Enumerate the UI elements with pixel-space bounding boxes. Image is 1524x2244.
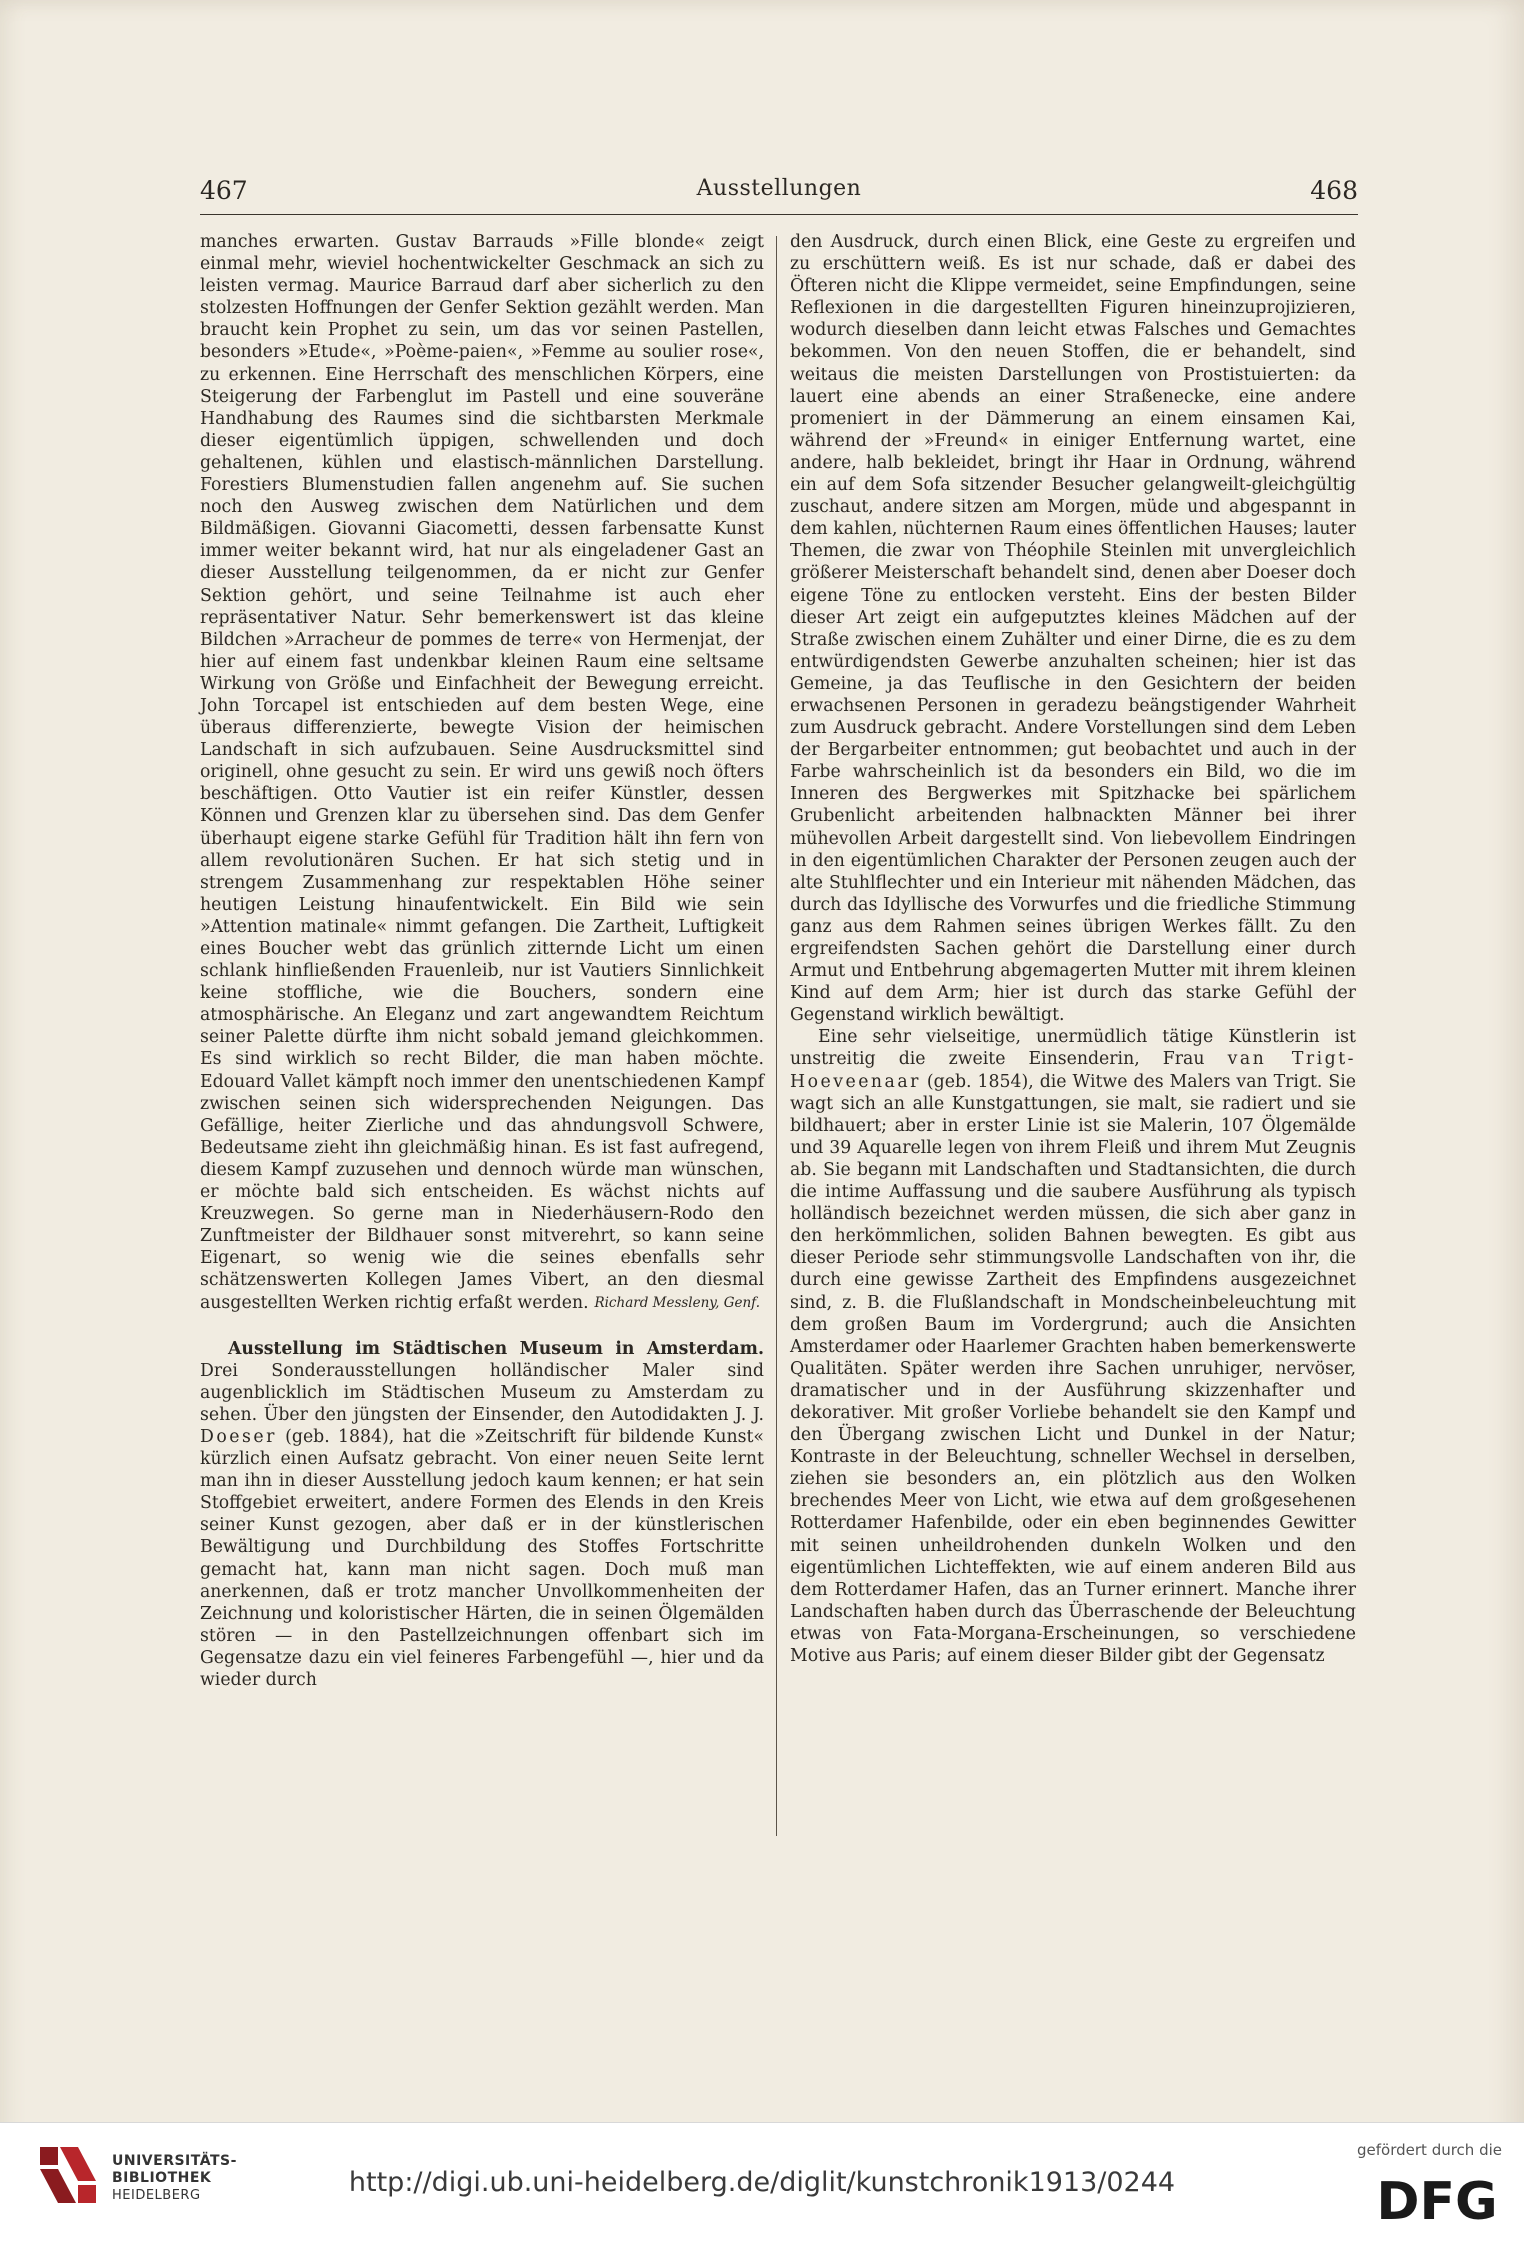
sponsor-label: gefördert durch die bbox=[1357, 2141, 1502, 2159]
library-name bbox=[112, 2153, 237, 2204]
text-run: (geb. 1854), die Witwe des Malers van Trigt. Sie wagt sich an alle Kunstgattungen, sie malt, sie radiert und sie bildhauert; aber in erster Linie ist sie Malerin, 107 Ölgemälde und 39 Aquarelle legen von ihrem Fleiß und ihrem Mut Zeugnis ab. Sie begann mit Landschaften und Stadtansichten, die durch die intime Auffassung und die saubere Ausführung als typisch holländisch bezeichnet werden müssen, die sich aber ganz in den herkömmlichen, soliden Bahnen bewegten. Es gibt aus dieser Periode sehr stimmungsvolle Landschaften von ihr, die durch eine gewisse Zartheit des Empfindens ausgezeichnet sind, z. B. die Flußlandschaft in Mondscheinbeleuchtung mit dem großen Baum im Vordergrund; auch die Ansichten Amsterdamer oder Haarlemer Grachten haben bemerkenswerte Qualitäten. Später werden ihre Sachen unruhiger, nervöser, dramatischer und in der Ausführung skizzenhafter und dekorativer. Mit großer Vorliebe behandelt sie den Kampf und den Übergang zwischen Licht und Dunkel in der Natur; Kontraste in der Beleuchtung, schneller Wechsel in derselben, ziehen sie besonders an, ein plötzlich aus den Wolken brechendes Meer von Licht, wie etwa auf dem großgesehenen Rotterdamer Hafenbilde, oder ein eben beginnendes Gewitter mit seinen unheildrohenden dunkeln Wolken und den eigentümlichen Lichteffekten, wie auf einem anderen Bild aus dem Rotterdamer Hafen, das an Turner erinnert. Manche ihrer Landschaften haben durch das Überraschende der Beleuchtung etwas von Fata-Morgana-Erscheinungen, so verschiedene Motive aus Paris; auf einem dieser Bilder gibt der Gegensatz bbox=[790, 1071, 1357, 1666]
artist-name: Doeser bbox=[200, 1426, 277, 1447]
running-title: Ausstellungen bbox=[696, 176, 862, 201]
header-rule bbox=[200, 214, 1358, 215]
paragraph: manches erwarten. Gustav Barrauds »Fille blonde« zeigt einmal mehr, wieviel hochentwickelter Geschmack an sich zu leisten vermag. Maurice Barraud darf aber sicherlich zu den stolzesten Hoffnungen der Genfer Sektion gezählt werden. Man braucht kein Prophet zu sein, um das vor seinen Pastellen, besonders »Etude«, »Poème-paien«, »Femme au soulier rose«, zu erkennen. Eine Herrschaft des menschlichen Körpers, eine Steigerung der Farbenglut im Pastell und eine souveräne Handhabung des Raumes sind die sichtbarsten Merkmale dieser eigentümlich üppigen, schwellenden und doch gehaltenen, kühlen und elastisch-männlichen Darstellung. Forestiers Blumenstudien fallen angenehm auf. Sie suchen noch den Ausweg zwischen dem Natürlichen und dem Bildmäßigen. Giovanni Giacometti, dessen farbensatte Kunst immer weiter bekannt wird, hat nur als eingeladener Gast an dieser Ausstellung teilgenommen, da er nicht zur Genfer Sektion gehört, und seine Teilnahme ist auch eher repräsentativer Natur. Sehr bemerkenswert ist das kleine Bildchen »Arracheur de pommes de terre« von Hermenjat, der hier auf einem fast undenkbar kleinen Raum eine seltsame Wirkung von Größe und Einfachheit der Bewegung erreicht. John Torcapel ist entschieden auf dem besten Wege, eine überaus differenzierte, bewegte Vision der heimischen Landschaft in sich aufzubauen. Seine Ausdrucksmittel sind originell, ohne gesucht zu sein. Er wird uns gewiß noch öfters beschäftigen. Otto Vautier ist ein reifer Künstler, dessen Können und Grenzen klar zu übersehen sind. Das dem Genfer überhaupt eigene starke Gefühl für Tradition hält ihn fern von allem revolutionären Suchen. Er hat sich stetig und in strengem Zusammenhang zur respektablen Höhe seiner heutigen Leistung hinaufentwickelt. Ein Bild wie sein »Attention matinale« nimmt gefangen. Die Zartheit, Luftigkeit eines Boucher webt das grünlich zitternde Licht um einen schlank hinfließenden Frauenleib, nur ist Vautiers Sinnlichkeit keine stoffliche, wie die Bouchers, sondern eine atmosphärische. An Eleganz und zart angewandtem Reichtum seiner Palette dürfte ihm nicht sobald jemand gleichkommen. Es sind wirklich so recht Bilder, die man haben möchte. Edouard Vallet kämpft noch immer den unentschiedenen Kampf zwischen seinen sich widersprechenden Neigungen. Das Gefällige, heiter Zierliche und das ahndungsvoll Schwere, Bedeutsame zieht ihn gleichmäßig hinan. Es ist fast aufregend, diesem Kampf zuzusehen und dennoch würde man wünschen, er möchte bald sich entscheiden. Es wächst nichts auf Kreuzwegen. So gerne man in Niederhäusern-Rodo den Zunftmeister der Bildhauer sonst mitverehrt, so kann seine Eigenart, so wenig wie die seines ebenfalls sehr schätzenswerten Kollegen James Vibert, an den diesmal ausgestellten Werken richtig erfaßt werden. bbox=[200, 232, 764, 1313]
paragraph bbox=[200, 1338, 764, 1692]
text-run: Drei Sonderausstellungen holländischer Maler sind augenblicklich im Städtischen Museum zu Amsterdam zu sehen. Über den jüngsten der Einsender, den Autodidakten J. J. bbox=[200, 1360, 764, 1425]
library-line: BIBLIOTHEK bbox=[112, 2170, 212, 2186]
paragraph bbox=[790, 1026, 1356, 1667]
text-run: (geb. 1884), hat die »Zeitschrift für bildende Kunst« kürzlich einen Aufsatz gebracht. Von einer neuen Seite lernt man ihn in dieser Ausstellung jedoch kaum kennen; er hat sein Stoffgebiet erweitert, andere Formen des Elends in den Kreis seiner Kunst gezogen, aber daß er in der künstlerischen Bewältigung und Durchbildung des Stoffes Fortschritte gemacht hat, kann man nicht sagen. Doch muß man anerkennen, daß er trotz mancher Unvollkommenheiten der Zeichnung und koloristischer Härten, die in seinen Ölgemälden stören — in den Pastellzeichnungen offenbart sich im Gegensatze dazu ein viel feineres Farbengefühl —, hier und da wieder durch bbox=[200, 1426, 764, 1690]
page-number-right: 468 bbox=[1310, 176, 1358, 205]
footer-bar bbox=[0, 2122, 1524, 2244]
artist-name: van Trigt-Hoeveenaar bbox=[790, 1049, 1356, 1092]
right-column bbox=[790, 231, 1356, 1667]
university-library-logo-icon bbox=[38, 2141, 98, 2207]
column-divider bbox=[776, 236, 777, 1836]
page-number-left: 467 bbox=[200, 176, 248, 205]
running-header bbox=[200, 172, 1358, 212]
left-column bbox=[200, 231, 764, 1691]
dfg-logo-text: DFG bbox=[1376, 2172, 1498, 2227]
section-title: Ausstellung im Städtischen Museum in Amsterdam. bbox=[228, 1338, 764, 1359]
text-run: Eine sehr vielseitige, unermüdlich tätige Künstlerin ist unstreitig die zweite Einsenderin, Frau bbox=[790, 1027, 1356, 1070]
paragraph: den Ausdruck, durch einen Blick, eine Geste zu ergreifen und zu erschüttern weiß. Es ist nur schade, daß er dabei des Öfteren nicht die Klippe vermeidet, seine Empfindungen, seine Reflexionen in die dargestellten Figuren hineinzuprojizieren, wodurch dieselben dann leicht etwas Falsches und Gemachtes bekommen. Von den neuen Stoffen, die er behandelt, sind weitaus die meisten Darstellungen von Prostistuierten: da lauert eine abends an einer Straßenecke, eine andere promeniert in der Dämmerung an einem einsamen Kai, während der »Freund« in einiger Entfernung wartet, eine andere, halb bekleidet, bringt ihr Haar in Ordnung, während ein auf dem Sofa sitzender Besucher gelangweilt-gleichgültig zuschaut, andere sitzen am Morgen, müde und abgespannt in dem kahlen, nüchternen Raum eines öffentlichen Hauses; lauter Themen, die zwar von Théophile Steinlen mit unvergleichlich größerer Meisterschaft behandelt sind, denen aber Doeser doch eigene Töne zu entlocken versteht. Eins der besten Bilder dieser Art zeigt ein aufgeputztes kleines Mädchen auf der Straße zwischen einem Zuhälter und einer Dirne, die es zu dem entwürdigendsten Gewerbe anzuhalten scheinen; hier ist das Gemeine, ja das Teuflische in den Gesichtern der beiden erwachsenen Personen in geradezu beängstigender Wahrheit zum Ausdruck gebracht. Andere Vorstellungen sind dem Leben der Bergarbeiter entnommen; gut beobachtet und auch in der Farbe wahrscheinlich ist da besonders ein Bild, wo die im Inneren des Bergwerkes mit Spitzhacke bei spärlichem Grubenlicht arbeitenden halbnackten Männer bei ihrer mühevollen Arbeit dargestellt sind. Von liebevollem Eindringen in den eigentümlichen Charakter der Personen zeugen auch der alte Stuhlflechter und ein Interieur mit nähenden Mädchen, das durch das Idyllische des Vorwurfes und die friedliche Stimmung ganz aus dem Rahmen seines übrigen Werkes fällt. Zu den ergreifendsten Sachen gehört die Darstellung einer durch Armut und Entbehrung abgemagerten Mutter mit ihrem kleinen Kind auf dem Arm; hier ist durch das starke Gefühl der Gegenstand wirklich bewältigt. bbox=[790, 232, 1356, 1026]
source-url-link[interactable]: http://digi.ub.uni-heidelberg.de/diglit/kunstchronik1913/0244 bbox=[348, 2167, 1176, 2198]
library-line: HEIDELBERG bbox=[112, 2188, 201, 2203]
dfg-logo-icon bbox=[1372, 2171, 1502, 2227]
library-line: UNIVERSITÄTS- bbox=[112, 2153, 237, 2169]
author-signature: Richard Messleny, Genf. bbox=[594, 1294, 760, 1311]
section-gap bbox=[200, 1314, 764, 1338]
